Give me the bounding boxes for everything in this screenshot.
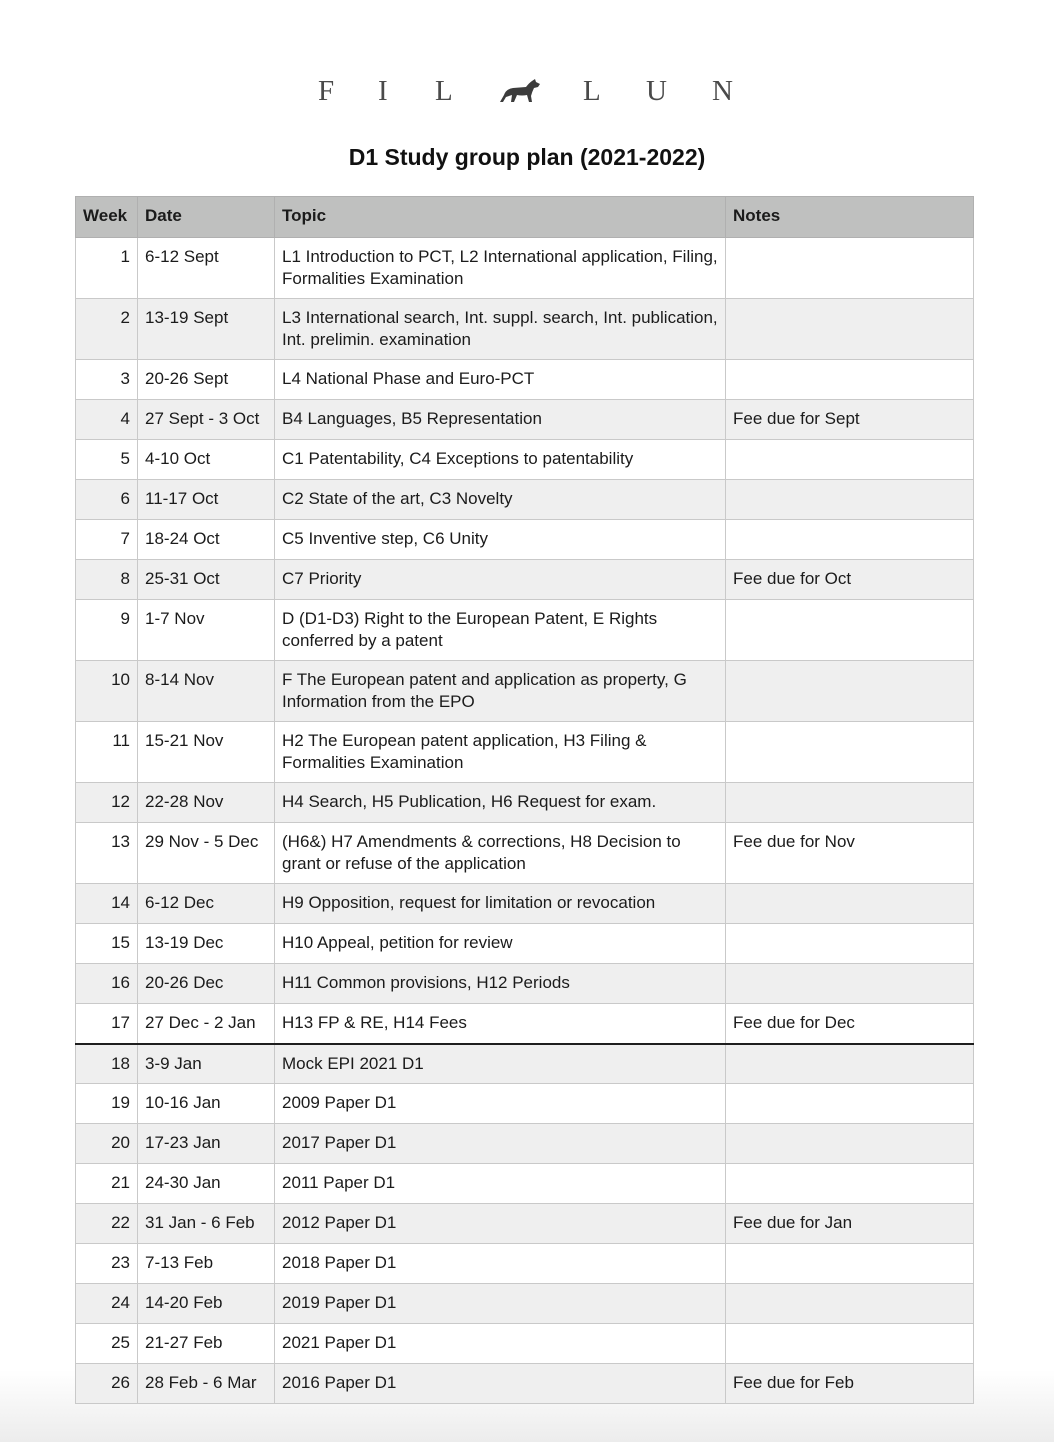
date-cell: 14-20 Feb xyxy=(138,1284,275,1324)
table-row xyxy=(76,1124,974,1164)
topic-cell: 2016 Paper D1 xyxy=(275,1364,726,1404)
week-cell: 21 xyxy=(76,1164,138,1204)
topic-cell: 2012 Paper D1 xyxy=(275,1204,726,1244)
date-cell: 15-21 Nov xyxy=(138,722,275,783)
week-cell: 19 xyxy=(76,1084,138,1124)
week-cell: 23 xyxy=(76,1244,138,1284)
document-title: D1 Study group plan (2021-2022) xyxy=(348,144,706,170)
week-cell: 1 xyxy=(76,238,138,299)
dog-icon xyxy=(498,78,542,104)
week-cell: 26 xyxy=(76,1364,138,1404)
table-row xyxy=(76,1044,974,1084)
table-row xyxy=(76,964,974,1004)
date-cell: 21-27 Feb xyxy=(138,1324,275,1364)
notes-cell xyxy=(726,480,974,520)
date-cell: 29 Nov - 5 Dec xyxy=(138,823,275,884)
notes-cell xyxy=(726,238,974,299)
topic-cell: 2017 Paper D1 xyxy=(275,1124,726,1164)
topic-cell: 2019 Paper D1 xyxy=(275,1284,726,1324)
study-plan-table xyxy=(75,196,974,1404)
date-cell: 22-28 Nov xyxy=(138,783,275,823)
notes-cell: Fee due for Feb xyxy=(726,1364,974,1404)
logo-letter: L xyxy=(435,75,453,107)
topic-cell: C1 Patentability, C4 Exceptions to patentability xyxy=(275,440,726,480)
topic-cell: (H6&) H7 Amendments & corrections, H8 Decision to grant or refuse of the application xyxy=(275,823,726,884)
topic-cell: L4 National Phase and Euro-PCT xyxy=(275,360,726,400)
notes-cell xyxy=(726,1164,974,1204)
table-row xyxy=(76,722,974,783)
notes-cell xyxy=(726,1044,974,1084)
week-cell: 12 xyxy=(76,783,138,823)
notes-cell xyxy=(726,783,974,823)
table-row xyxy=(76,1284,974,1324)
topic-cell: L1 Introduction to PCT, L2 International application, Filing, Formalities Examination xyxy=(275,238,726,299)
week-cell: 22 xyxy=(76,1204,138,1244)
table-row xyxy=(76,480,974,520)
logo-letter: L xyxy=(583,75,601,107)
week-cell: 8 xyxy=(76,560,138,600)
topic-cell: H13 FP & RE, H14 Fees xyxy=(275,1004,726,1044)
notes-cell xyxy=(726,1244,974,1284)
table-row xyxy=(76,238,974,299)
date-cell: 4-10 Oct xyxy=(138,440,275,480)
notes-cell: Fee due for Jan xyxy=(726,1204,974,1244)
logo-letter: I xyxy=(378,75,388,107)
date-cell: 17-23 Jan xyxy=(138,1124,275,1164)
topic-cell: H2 The European patent application, H3 Filing & Formalities Examination xyxy=(275,722,726,783)
date-cell: 20-26 Sept xyxy=(138,360,275,400)
table-row xyxy=(76,1164,974,1204)
week-cell: 10 xyxy=(76,661,138,722)
table-row xyxy=(76,600,974,661)
topic-cell: 2009 Paper D1 xyxy=(275,1084,726,1124)
week-cell: 17 xyxy=(76,1004,138,1044)
topic-cell: D (D1-D3) Right to the European Patent, E Rights conferred by a patent xyxy=(275,600,726,661)
date-cell: 27 Sept - 3 Oct xyxy=(138,400,275,440)
date-cell: 31 Jan - 6 Feb xyxy=(138,1204,275,1244)
notes-cell xyxy=(726,600,974,661)
notes-cell xyxy=(726,924,974,964)
table-row xyxy=(76,924,974,964)
date-cell: 7-13 Feb xyxy=(138,1244,275,1284)
week-cell: 5 xyxy=(76,440,138,480)
logo-letter: F xyxy=(318,75,335,107)
notes-cell xyxy=(726,360,974,400)
table-row xyxy=(76,1204,974,1244)
topic-cell: H10 Appeal, petition for review xyxy=(275,924,726,964)
date-cell: 20-26 Dec xyxy=(138,964,275,1004)
notes-cell xyxy=(726,1284,974,1324)
week-cell: 7 xyxy=(76,520,138,560)
topic-cell: B4 Languages, B5 Representation xyxy=(275,400,726,440)
week-cell: 6 xyxy=(76,480,138,520)
table-row xyxy=(76,440,974,480)
date-cell: 6-12 Dec xyxy=(138,884,275,924)
date-cell: 6-12 Sept xyxy=(138,238,275,299)
week-cell: 3 xyxy=(76,360,138,400)
topic-cell: 2021 Paper D1 xyxy=(275,1324,726,1364)
week-cell: 9 xyxy=(76,600,138,661)
week-cell: 16 xyxy=(76,964,138,1004)
week-cell: 14 xyxy=(76,884,138,924)
topic-cell: F The European patent and application as property, G Information from the EPO xyxy=(275,661,726,722)
week-cell: 13 xyxy=(76,823,138,884)
table-header-row xyxy=(76,197,974,238)
table-row xyxy=(76,520,974,560)
table-row xyxy=(76,360,974,400)
topic-cell: Mock EPI 2021 D1 xyxy=(275,1044,726,1084)
date-cell: 24-30 Jan xyxy=(138,1164,275,1204)
notes-cell xyxy=(726,299,974,360)
date-cell: 3-9 Jan xyxy=(138,1044,275,1084)
notes-cell xyxy=(726,520,974,560)
table-row xyxy=(76,299,974,360)
notes-cell xyxy=(726,884,974,924)
header-week: Week xyxy=(76,197,138,238)
notes-cell xyxy=(726,1084,974,1124)
topic-cell: L3 International search, Int. suppl. search, Int. publication, Int. prelimin. examination xyxy=(275,299,726,360)
notes-cell xyxy=(726,722,974,783)
header-notes: Notes xyxy=(726,197,974,238)
table-row xyxy=(76,1004,974,1044)
table-row xyxy=(76,783,974,823)
table-body xyxy=(76,238,974,1404)
week-cell: 2 xyxy=(76,299,138,360)
topic-cell: C5 Inventive step, C6 Unity xyxy=(275,520,726,560)
logo-letter: N xyxy=(712,75,733,107)
table-row xyxy=(76,661,974,722)
brand-logo xyxy=(0,74,1054,108)
date-cell: 8-14 Nov xyxy=(138,661,275,722)
topic-cell: H4 Search, H5 Publication, H6 Request for exam. xyxy=(275,783,726,823)
table-row xyxy=(76,400,974,440)
week-cell: 25 xyxy=(76,1324,138,1364)
notes-cell xyxy=(726,964,974,1004)
header-topic: Topic xyxy=(275,197,726,238)
topic-cell: H11 Common provisions, H12 Periods xyxy=(275,964,726,1004)
topic-cell: H9 Opposition, request for limitation or revocation xyxy=(275,884,726,924)
date-cell: 27 Dec - 2 Jan xyxy=(138,1004,275,1044)
notes-cell xyxy=(726,440,974,480)
notes-cell xyxy=(726,1124,974,1164)
notes-cell xyxy=(726,661,974,722)
notes-cell: Fee due for Nov xyxy=(726,823,974,884)
notes-cell: Fee due for Oct xyxy=(726,560,974,600)
table-row xyxy=(76,823,974,884)
date-cell: 11-17 Oct xyxy=(138,480,275,520)
week-cell: 20 xyxy=(76,1124,138,1164)
notes-cell xyxy=(726,1324,974,1364)
table-row xyxy=(76,1324,974,1364)
header-date: Date xyxy=(138,197,275,238)
week-cell: 24 xyxy=(76,1284,138,1324)
date-cell: 18-24 Oct xyxy=(138,520,275,560)
topic-cell: C2 State of the art, C3 Novelty xyxy=(275,480,726,520)
notes-cell: Fee due for Sept xyxy=(726,400,974,440)
date-cell: 25-31 Oct xyxy=(138,560,275,600)
table-row xyxy=(76,1364,974,1404)
date-cell: 10-16 Jan xyxy=(138,1084,275,1124)
table-row xyxy=(76,1084,974,1124)
logo-letter: U xyxy=(646,75,667,107)
week-cell: 11 xyxy=(76,722,138,783)
table-row xyxy=(76,560,974,600)
topic-cell: 2018 Paper D1 xyxy=(275,1244,726,1284)
date-cell: 13-19 Dec xyxy=(138,924,275,964)
table-row xyxy=(76,1244,974,1284)
notes-cell: Fee due for Dec xyxy=(726,1004,974,1044)
week-cell: 15 xyxy=(76,924,138,964)
week-cell: 4 xyxy=(76,400,138,440)
topic-cell: C7 Priority xyxy=(275,560,726,600)
topic-cell: 2011 Paper D1 xyxy=(275,1164,726,1204)
date-cell: 13-19 Sept xyxy=(138,299,275,360)
date-cell: 1-7 Nov xyxy=(138,600,275,661)
date-cell: 28 Feb - 6 Mar xyxy=(138,1364,275,1404)
table-row xyxy=(76,884,974,924)
week-cell: 18 xyxy=(76,1044,138,1084)
